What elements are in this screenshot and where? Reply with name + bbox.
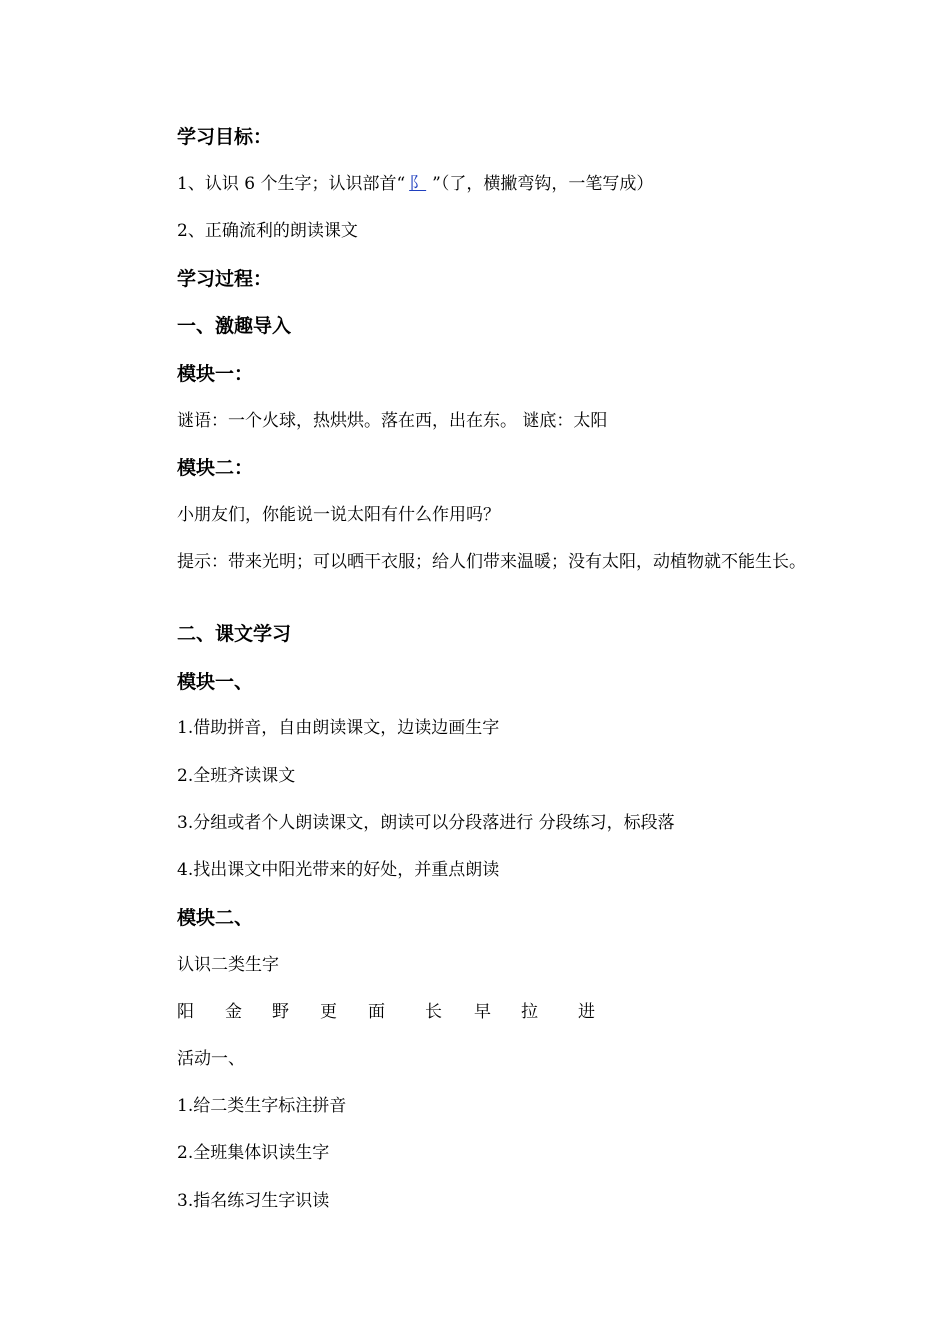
character-item: 早 xyxy=(474,1002,491,1022)
activity-step-2: 2.全班集体识读生字 xyxy=(177,1143,330,1163)
activity-step-1: 1.给二类生字标注拼音 xyxy=(177,1096,347,1116)
character-item: 金 xyxy=(225,1002,242,1022)
section-1-heading: 一、激趣导入 xyxy=(177,315,292,337)
section-1-module-1-heading: 模块一： xyxy=(177,363,254,385)
reading-step-3: 3.分组或者个人朗读课文，朗读可以分段落进行 分段练习，标段落 xyxy=(177,813,675,833)
character-item: 长 xyxy=(425,1002,442,1022)
character-item: 拉 xyxy=(521,1002,538,1022)
character-item: 野 xyxy=(272,1002,289,1022)
activity-step-3: 3.指名练习生字识读 xyxy=(177,1191,330,1211)
section-2-module-1-heading: 模块一、 xyxy=(177,671,254,693)
objective-item-1 xyxy=(177,172,653,196)
activity-heading: 活动一、 xyxy=(177,1049,245,1069)
radical-link[interactable]: 阝 xyxy=(409,174,427,194)
question-text: 小朋友们，你能说一说太阳有什么作用吗？ xyxy=(177,505,500,525)
section-1-module-2-heading: 模块二： xyxy=(177,457,254,479)
character-item: 面 xyxy=(368,1002,385,1022)
character-item: 进 xyxy=(578,1002,595,1022)
hint-paragraph: 提示：带来光明；可以晒干衣服；给人们带来温暖；没有太阳，动植物就不能生长。 xyxy=(177,552,806,572)
objectives-heading: 学习目标： xyxy=(177,126,273,148)
reading-step-2: 2.全班齐读课文 xyxy=(177,766,296,786)
process-heading: 学习过程： xyxy=(177,268,273,290)
objective-item-1-suffix: ”（了，横撇弯钩，一笔写成） xyxy=(432,174,654,194)
section-2-module-2-heading: 模块二、 xyxy=(177,907,254,929)
objective-item-1-prefix: 1、认识 6 个生字；认识部首“ xyxy=(177,174,406,194)
objective-item-2: 2、正确流利的朗读课文 xyxy=(177,221,358,241)
character-item: 阳 xyxy=(177,1002,194,1022)
character-group-title: 认识二类生字 xyxy=(177,955,279,975)
reading-step-1: 1.借助拼音，自由朗读课文，边读边画生字 xyxy=(177,718,500,738)
riddle-text: 谜语：一个火球，热烘烘。落在西，出在东。 谜底：太阳 xyxy=(177,411,608,431)
character-item: 更 xyxy=(320,1002,337,1022)
reading-step-4: 4.找出课文中阳光带来的好处，并重点朗读 xyxy=(177,860,500,880)
section-2-heading: 二、课文学习 xyxy=(177,623,292,645)
character-list xyxy=(177,1000,657,1024)
